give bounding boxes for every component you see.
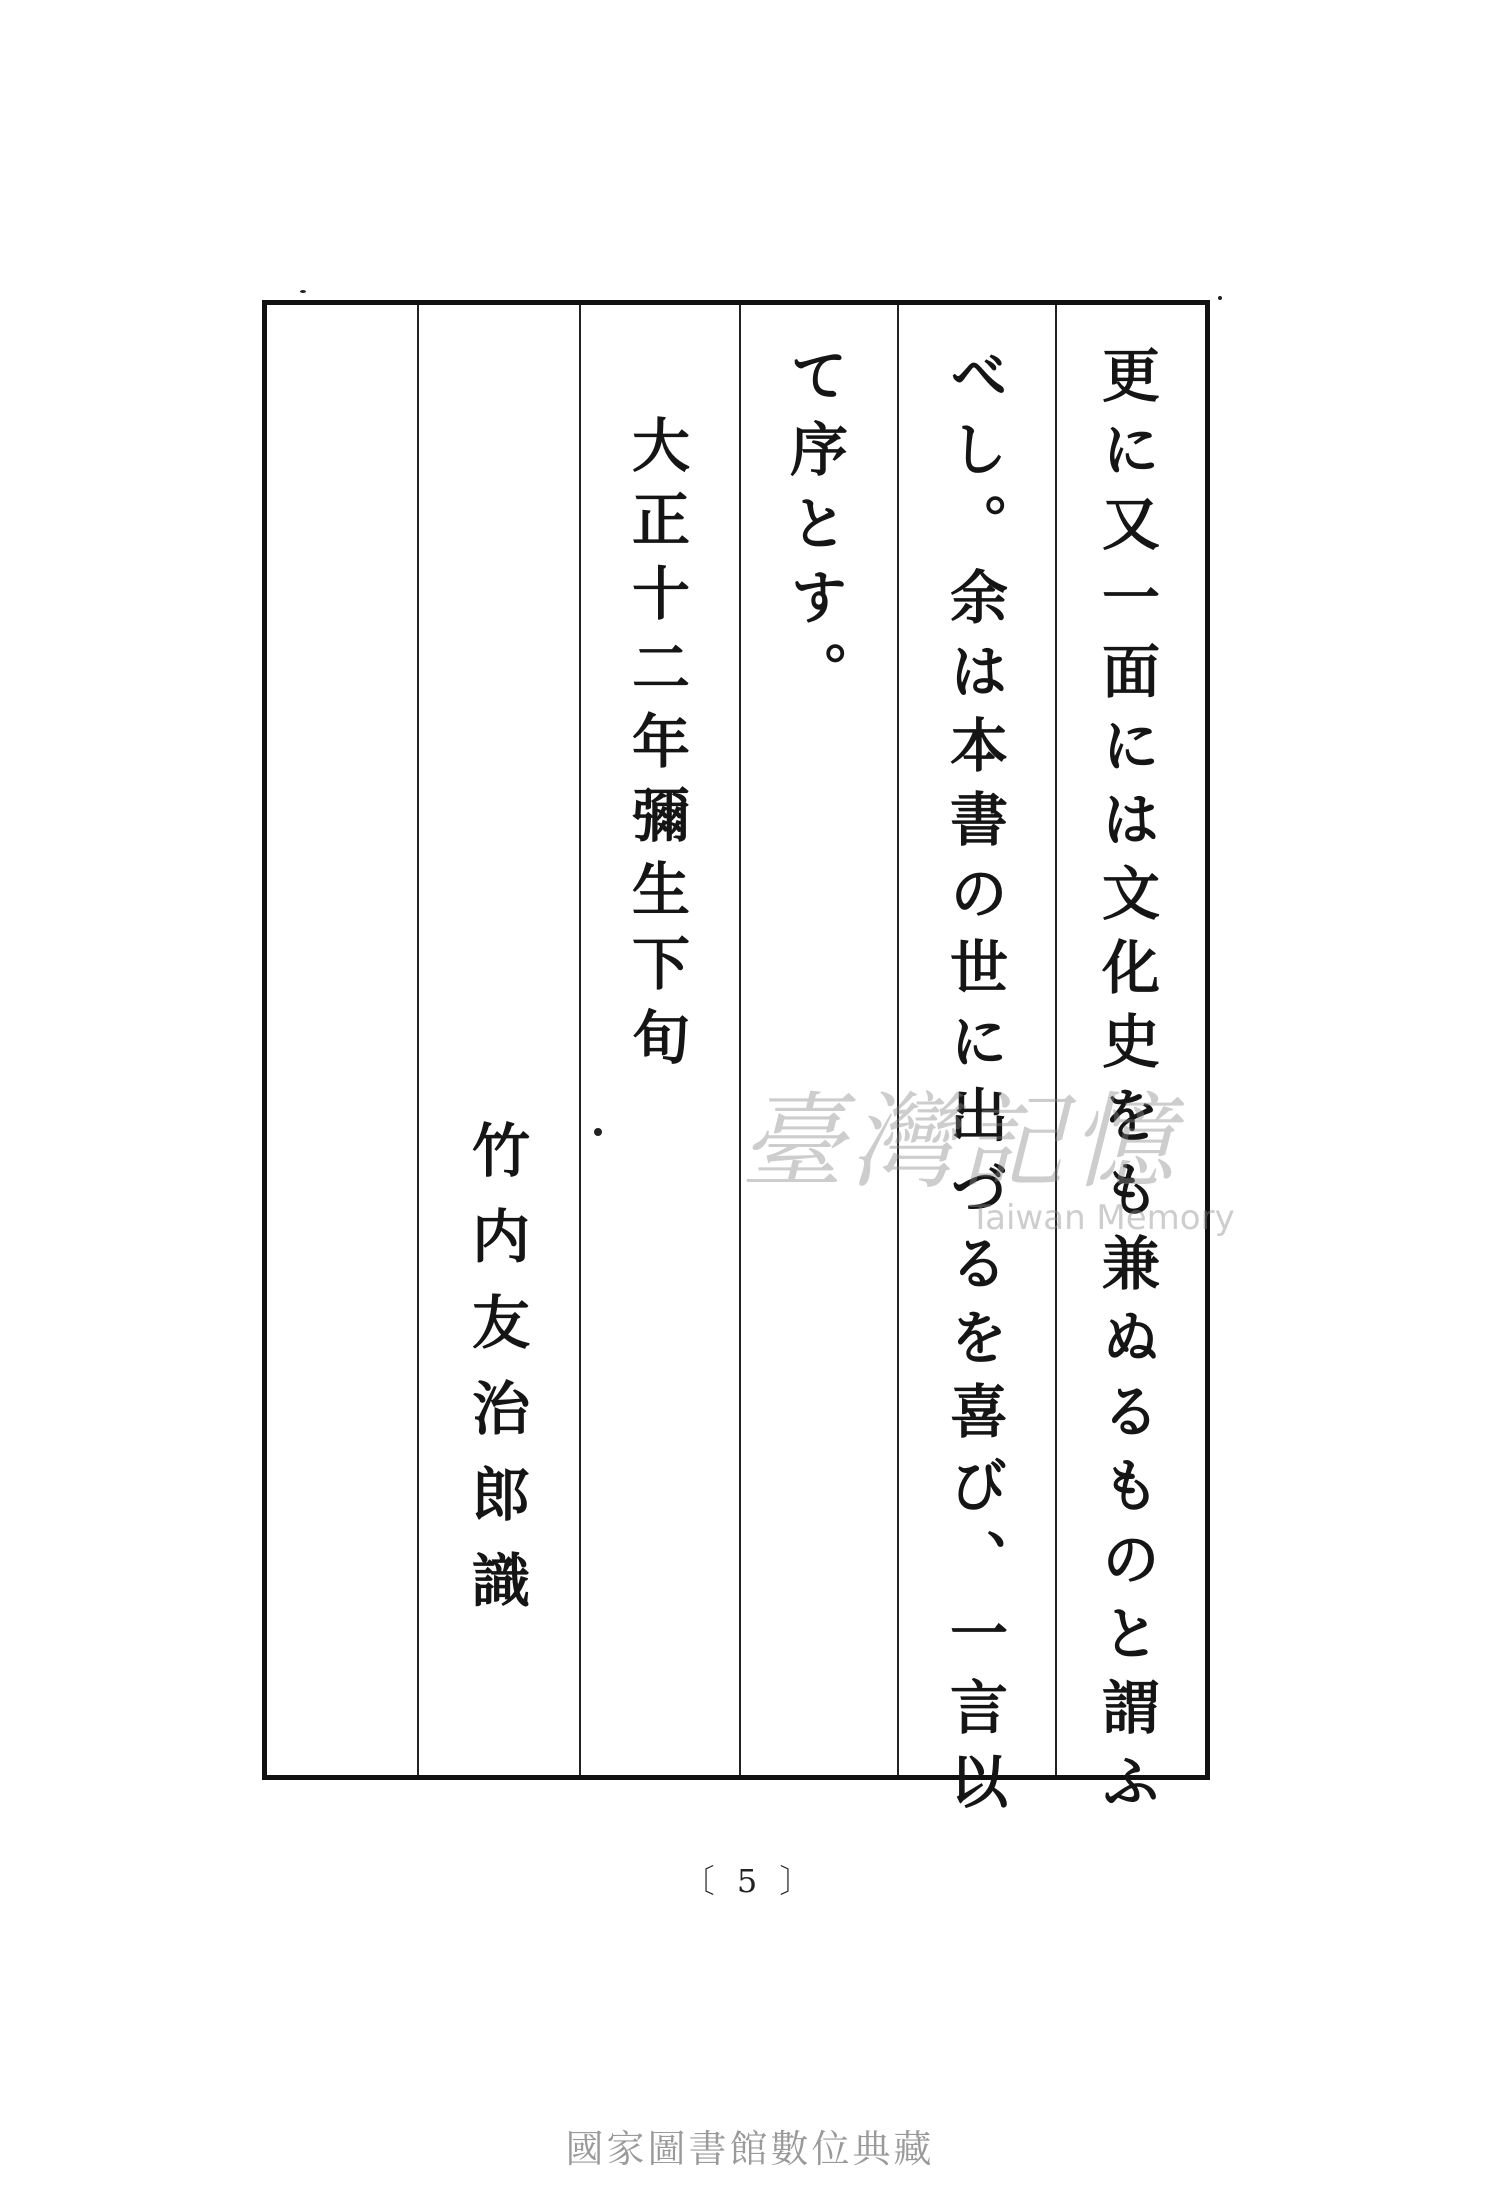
- watermark-subtitle: Taiwan Memory: [970, 1198, 1235, 1238]
- column-rule: [739, 305, 741, 1775]
- column-rule: [579, 305, 581, 1775]
- print-speck: [300, 290, 306, 293]
- author-signature: 竹内友治郎識: [462, 1120, 530, 1636]
- page-number: 〔 5 〕: [682, 1862, 818, 1900]
- footer-credit: 國家圖書館數位典藏: [565, 2127, 935, 2171]
- text-frame: [262, 300, 1210, 1825]
- column-rule: [1055, 305, 1057, 1775]
- print-speck: [1218, 296, 1222, 300]
- text-column-2: べし。余は本書の世に出づるを喜び、一言以: [940, 345, 1008, 1825]
- text-column-1: 更に又一面には文化史をも兼ぬるものと謂ふ: [1092, 345, 1160, 1825]
- column-rule: [417, 305, 419, 1775]
- watermark-title: 臺灣記憶: [740, 1081, 1181, 1203]
- print-speck: [594, 1128, 602, 1136]
- date-line: 大正十二年彌生下旬: [622, 415, 690, 1081]
- column-rule: [897, 305, 899, 1775]
- text-column-3: て序とす。: [780, 345, 848, 715]
